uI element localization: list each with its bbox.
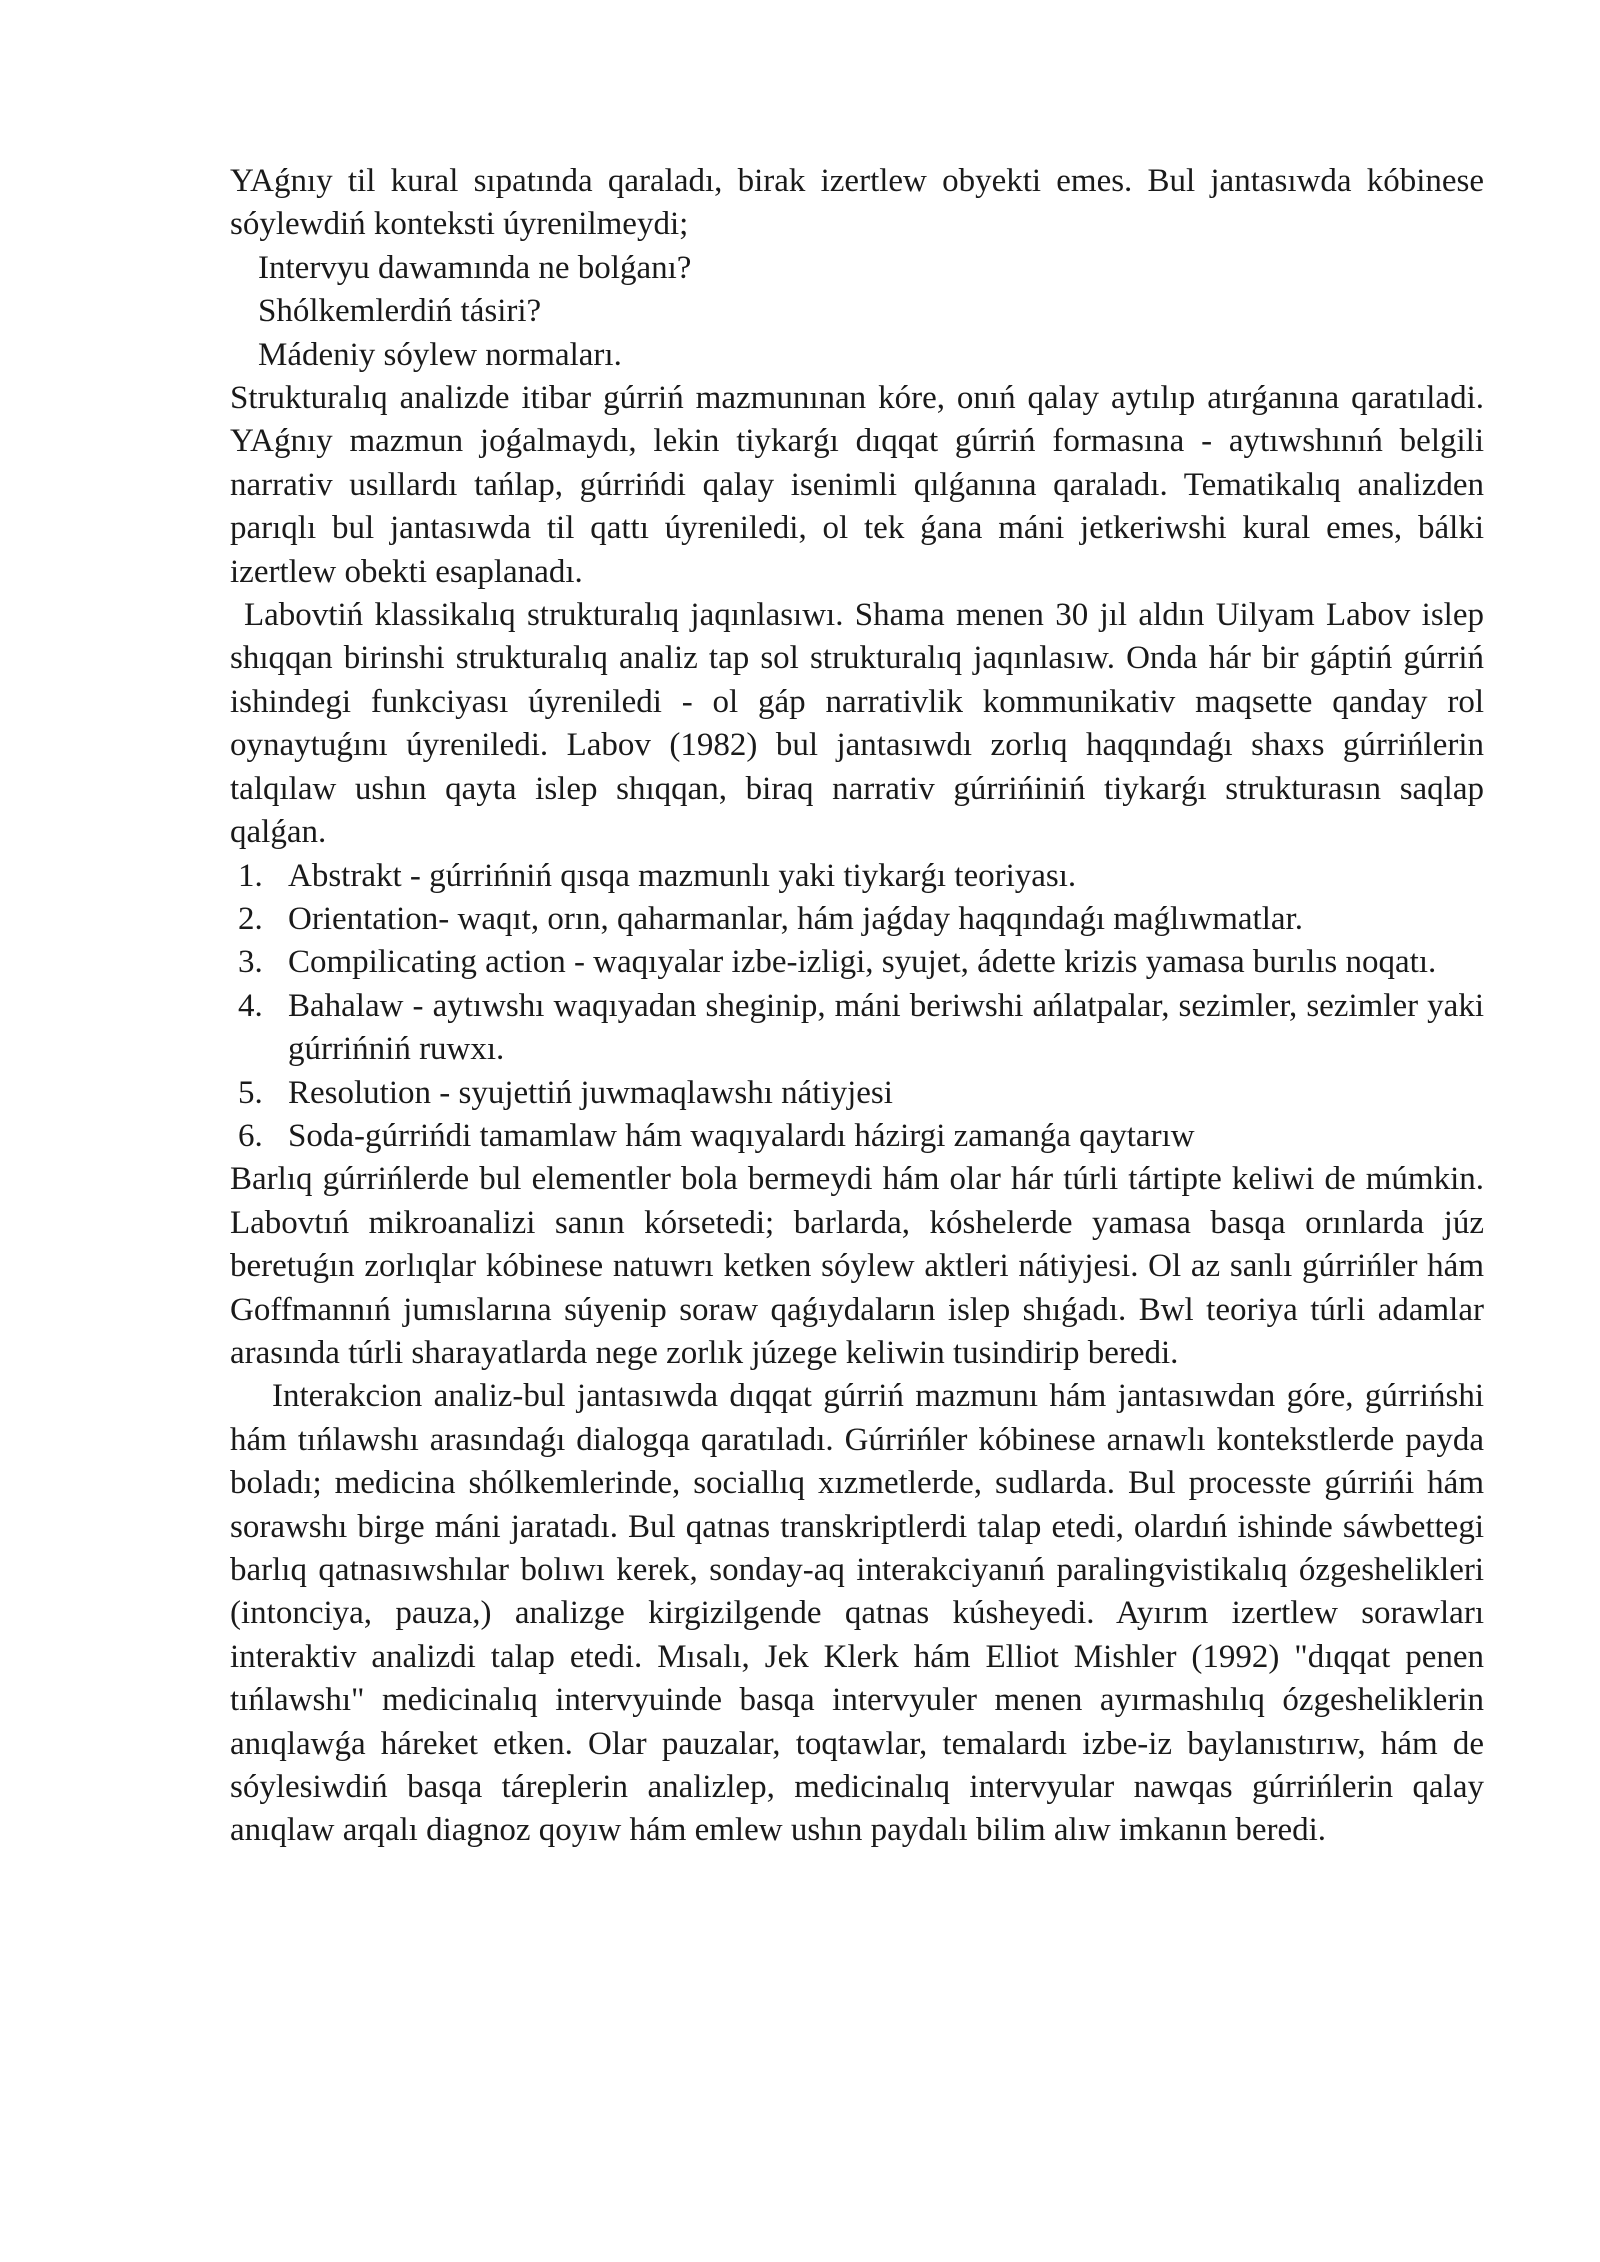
- question-line: Shólkemlerdiń tásiri?: [258, 293, 542, 330]
- list-item-number: 5.: [238, 1074, 263, 1111]
- list-item: [230, 1072, 1484, 1115]
- list-item-text: Bahalaw - aytıwshı waqıyadan sheginip, máni beriwshi ańlatpalar, sezimler, sezimler yaki gúrrińniń ruwxı.: [288, 987, 1484, 1068]
- list-item: [230, 898, 1484, 941]
- list-item-number: 6.: [238, 1117, 263, 1154]
- list-item-number: 2.: [238, 900, 263, 937]
- list-item-text: Soda-gúrrińdi tamamlaw hám waqıyalardı házirgi zamanǵa qaytarıw: [288, 1117, 1195, 1154]
- list-item: [230, 985, 1484, 1072]
- list-item: [230, 1115, 1484, 1158]
- narrative-elements-list: [230, 855, 1484, 1159]
- list-item: [230, 855, 1484, 898]
- question-line: Mádeniy sóylew normaları.: [258, 336, 622, 373]
- document-page: [230, 160, 1484, 1853]
- list-item-number: 1.: [238, 857, 263, 894]
- list-item-text: Compilicating action - waqıyalar izbe-izligi, syujet, ádette krizis yamasa burılıs noqatı.: [288, 944, 1437, 981]
- list-item-number: 4.: [238, 987, 263, 1024]
- structural-analysis-paragraph: Strukturalıq analizde itibar gúrriń mazmunınan kóre, onıń qalay aytılıp atırǵanına qaratıladi. YAǵnıy mazmun joǵalmaydı, lekin tiykarǵı dıqqat gúrriń formasına - aytıwshınıń belgili narrativ usıllardı tańlap, gúrrińdi qalay isenimli qılǵanına qaraladı. Tematikalıq analizden parıqlı bul jantasıwda til qattı úyreniledi, ol tek ǵana máni jetkeriwshi kural emes, bálki izertlew obekti esaplanadı.: [230, 380, 1484, 590]
- list-item-text: Resolution - syujettiń juwmaqlawshı nátiyjesi: [288, 1074, 893, 1111]
- list-item: [230, 941, 1484, 984]
- labov-conclusion-paragraph: Barlıq gúrrińlerde bul elementler bola bermeydi hám olar hár túrli tártipte keliwi de múmkin. Labovtıń mikroanalizi sanın kórsetedi; barlarda, kóshelerde yamasa basqa orınlarda júz beretuǵın zorlıqlar kóbinese natuwrı ketken sóylew aktleri nátiyjesi. Ol az sanlı gúrrińler hám Goffmannıń jumıslarına súyenip soraw qaǵıydaların islep shıǵadı. Bwl teoriya túrli adamlar arasında túrli sharayatlarda nege zorlık júzege keliwin tusindirip beredi.: [230, 1161, 1484, 1371]
- interaction-analysis-paragraph: Interakcion analiz-bul jantasıwda dıqqat gúrriń mazmunı hám jantasıwdan góre, gúrrińshi hám tıńlawshı arasındaǵı dialogqa qaratıladı. Gúrrińler kóbinese arnawlı kontekstlerde payda boladı; medicina shólkemlerinde, sociallıq xızmetlerde, sudlarda. Bul processte gúrrińi hám sorawshı birge máni jaratadı. Bul qatnas transkriptlerdi talap etedi, olardıń ishinde sáwbettegi barlıq qatnasıwshılar bolıwı kerek, sonday-aq interakciyanıń paralingvistikalıq ózgeshelikleri (intonciya, pauza,) analizge kirgizilgende qatnas kúsheyedi. Ayırım izertlew sorawları interaktiv analizdi talap etedi. Mısalı, Jek Klerk hám Elliot Mishler (1992) "dıqqat penen tıńlawshı" medicinalıq intervyuinde basqa intervyuler menen ayırmashılıq ózgesheliklerin anıqlawǵa háreket etken. Olar pauzalar, toqtawlar, temalardı izbe-iz baylanıstırıw, hám de sóylesiwdiń basqa táreplerin analizlep, medicinalıq intervyular nawqas gúrrińlerin qalay anıqlaw arqalı diagnoz qoyıw hám emlew ushın paydalı bilim alıw imkanın beredi.: [230, 1378, 1484, 1849]
- list-item-text: Abstrakt - gúrrińniń qısqa mazmunlı yaki tiykarǵı teoriyası.: [288, 857, 1077, 894]
- list-item-number: 3.: [238, 944, 263, 981]
- question-line: Intervyu dawamında ne bolǵanı?: [258, 249, 692, 286]
- intro-paragraph: YAǵnıy til kural sıpatında qaraladı, birak izertlew obyekti emes. Bul jantasıwda kóbinese sóylewdiń konteksti úyrenilmeydi;: [230, 163, 1484, 243]
- labov-paragraph: Labovtiń klassikalıq strukturalıq jaqınlasıwı. Shama menen 30 jıl aldın Uilyam Labov islep shıqqan birinshi strukturalıq analiz tap sol strukturalıq jaqınlasıw. Onda hár bir gáptiń gúrriń ishindegi funkciyası úyreniledi - ol gáp narrativlik kommunikativ maqsette qanday rol oynaytuǵını úyreniledi. Labov (1982) bul jantasıwdı zorlıq haqqındaǵı shaxs gúrrińlerin talqılaw ushın qayta islep shıqqan, biraq narrativ gúrrińiniń tiykarǵı strukturasın saqlap qalǵan.: [230, 597, 1484, 851]
- list-item-text: Orientation- waqıt, orın, qaharmanlar, hám jaǵday haqqındaǵı maǵlıwmatlar.: [288, 900, 1303, 937]
